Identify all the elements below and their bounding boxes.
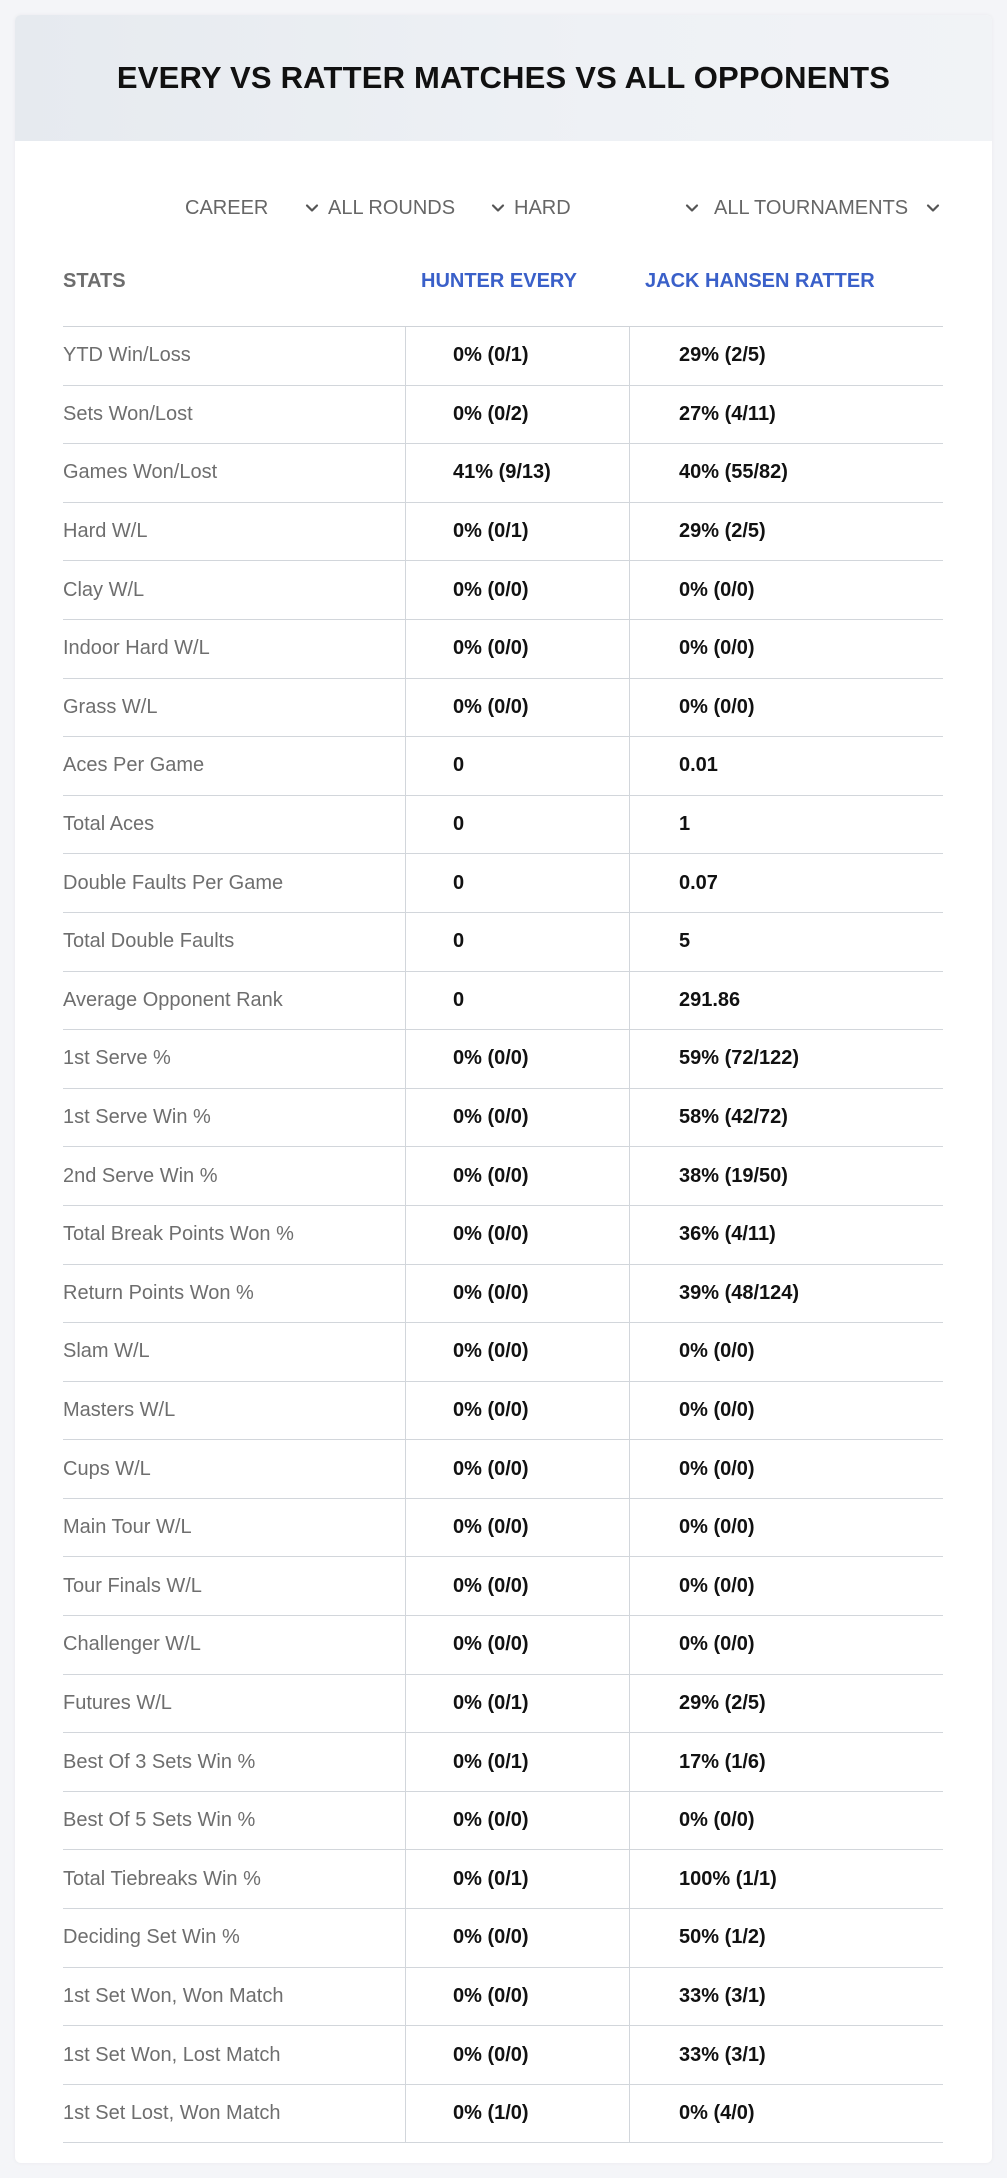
- stat-label: 2nd Serve Win %: [63, 1164, 218, 1187]
- stat-label: Best Of 5 Sets Win %: [63, 1809, 256, 1832]
- player2-value: 27% (4/11): [629, 386, 943, 444]
- filter-surface-value: HARD: [514, 196, 571, 219]
- player2-value: 36% (4/11): [629, 1206, 943, 1264]
- table-row: [63, 1850, 943, 1909]
- table-row: [63, 1089, 943, 1148]
- table-row: [63, 1265, 943, 1324]
- player2-value: 0% (0/0): [629, 1440, 943, 1498]
- filter-bar: [15, 188, 992, 228]
- filter-round-value: ALL ROUNDS: [328, 196, 456, 219]
- player2-value: 1: [629, 796, 943, 854]
- player2-value: 100% (1/1): [629, 1850, 943, 1908]
- table-row: [63, 854, 943, 913]
- filter-tournament-value: ALL TOURNAMENTS: [714, 196, 909, 219]
- player1-value: 0% (0/1): [405, 327, 629, 385]
- player2-value: 33% (3/1): [629, 1968, 943, 2026]
- chevron-down-icon: [490, 200, 506, 216]
- card-header: [15, 15, 992, 141]
- player1-value: 0% (0/0): [405, 620, 629, 678]
- player2-value: 0% (0/0): [629, 1792, 943, 1850]
- filter-surface-select[interactable]: [514, 188, 700, 228]
- player1-value: 0% (0/0): [405, 1557, 629, 1615]
- stat-label: Hard W/L: [63, 520, 148, 543]
- stat-label: Futures W/L: [63, 1691, 172, 1714]
- player2-value: 0% (0/0): [629, 1616, 943, 1674]
- player1-value: 0% (0/0): [405, 1499, 629, 1557]
- table-row: [63, 444, 943, 503]
- table-row: [63, 1792, 943, 1851]
- player2-value: 0% (0/0): [629, 1382, 943, 1440]
- table-row: [63, 913, 943, 972]
- table-row: [63, 561, 943, 620]
- table-header: [63, 251, 943, 327]
- stat-label: YTD Win/Loss: [63, 344, 191, 367]
- player2-value: 58% (42/72): [629, 1089, 943, 1147]
- player2-value: 291.86: [629, 972, 943, 1030]
- table-row: [63, 1030, 943, 1089]
- stats-table: [63, 251, 943, 2143]
- table-body: [63, 327, 943, 2143]
- player1-value: 0% (0/0): [405, 561, 629, 619]
- table-row: [63, 1909, 943, 1968]
- stat-label: Cups W/L: [63, 1457, 151, 1480]
- stat-label: Clay W/L: [63, 578, 145, 601]
- player1-value: 0% (0/2): [405, 386, 629, 444]
- stat-label: Slam W/L: [63, 1340, 150, 1363]
- player2-value: 29% (2/5): [629, 327, 943, 385]
- table-row: [63, 1382, 943, 1441]
- stat-label: Average Opponent Rank: [63, 988, 283, 1011]
- player1-value: 0: [405, 972, 629, 1030]
- player1-value: 0: [405, 854, 629, 912]
- stat-label: Total Tiebreaks Win %: [63, 1867, 261, 1890]
- stat-label: Indoor Hard W/L: [63, 637, 210, 660]
- stat-label: Grass W/L: [63, 695, 158, 718]
- filter-tournament-select[interactable]: [714, 188, 941, 228]
- stat-label: Deciding Set Win %: [63, 1926, 240, 1949]
- stat-label: Total Aces: [63, 813, 155, 836]
- column-header-player2[interactable]: JACK HANSEN RATTER: [645, 269, 875, 292]
- chevron-down-icon: [304, 200, 320, 216]
- player2-value: 0% (0/0): [629, 1499, 943, 1557]
- stat-label: 1st Serve Win %: [63, 1106, 211, 1129]
- filter-period-select[interactable]: [185, 188, 320, 228]
- player1-value: 0% (0/1): [405, 1733, 629, 1791]
- stat-label: Masters W/L: [63, 1398, 176, 1421]
- stat-label: Total Break Points Won %: [63, 1223, 294, 1246]
- stat-label: Challenger W/L: [63, 1633, 201, 1656]
- player1-value: 0% (0/0): [405, 1968, 629, 2026]
- table-row: [63, 1440, 943, 1499]
- filter-period-value: CAREER: [185, 196, 269, 219]
- player2-value: 0.01: [629, 737, 943, 795]
- player1-value: 0% (0/0): [405, 1440, 629, 1498]
- player2-value: 0% (0/0): [629, 561, 943, 619]
- player1-value: 0: [405, 737, 629, 795]
- player2-value: 29% (2/5): [629, 503, 943, 561]
- table-row: [63, 1499, 943, 1558]
- table-row: [63, 1557, 943, 1616]
- stat-label: Return Points Won %: [63, 1281, 254, 1304]
- player1-value: 41% (9/13): [405, 444, 629, 502]
- stats-card: [15, 15, 992, 2163]
- stat-label: Best Of 3 Sets Win %: [63, 1750, 256, 1773]
- stat-label: Aces Per Game: [63, 754, 205, 777]
- stat-label: 1st Serve %: [63, 1047, 171, 1070]
- player1-value: 0% (0/0): [405, 1792, 629, 1850]
- player1-value: 0% (0/0): [405, 1089, 629, 1147]
- player1-value: 0% (1/0): [405, 2085, 629, 2143]
- player1-value: 0% (0/1): [405, 503, 629, 561]
- player1-value: 0% (0/0): [405, 679, 629, 737]
- player2-value: 0% (0/0): [629, 620, 943, 678]
- stat-label: 1st Set Lost, Won Match: [63, 2102, 281, 2125]
- stat-label: 1st Set Won, Lost Match: [63, 2043, 281, 2066]
- player2-value: 40% (55/82): [629, 444, 943, 502]
- table-row: [63, 972, 943, 1031]
- page-title: EVERY VS RATTER MATCHES VS ALL OPPONENTS: [116, 60, 891, 95]
- player1-value: 0% (0/1): [405, 1850, 629, 1908]
- stat-label: Games Won/Lost: [63, 461, 218, 484]
- player1-value: 0% (0/0): [405, 1909, 629, 1967]
- player1-value: 0% (0/0): [405, 1323, 629, 1381]
- chevron-down-icon: [684, 200, 700, 216]
- player1-value: 0% (0/0): [405, 1265, 629, 1323]
- table-row: [63, 1675, 943, 1734]
- table-row: [63, 2085, 943, 2144]
- player2-value: 50% (1/2): [629, 1909, 943, 1967]
- table-row: [63, 1968, 943, 2027]
- table-row: [63, 503, 943, 562]
- table-row: [63, 1733, 943, 1792]
- player2-value: 17% (1/6): [629, 1733, 943, 1791]
- player2-value: 0% (0/0): [629, 1557, 943, 1615]
- player2-value: 0% (4/0): [629, 2085, 943, 2143]
- player1-value: 0: [405, 913, 629, 971]
- player2-value: 29% (2/5): [629, 1675, 943, 1733]
- player1-value: 0: [405, 796, 629, 854]
- table-row: [63, 1616, 943, 1675]
- table-row: [63, 796, 943, 855]
- table-row: [63, 2026, 943, 2085]
- stat-label: Tour Finals W/L: [63, 1574, 202, 1597]
- stat-label: Sets Won/Lost: [63, 402, 193, 425]
- player2-value: 5: [629, 913, 943, 971]
- stat-label: Double Faults Per Game: [63, 871, 284, 894]
- player1-value: 0% (0/0): [405, 2026, 629, 2084]
- stat-label: 1st Set Won, Won Match: [63, 1984, 284, 2007]
- table-row: [63, 620, 943, 679]
- player2-value: 59% (72/122): [629, 1030, 943, 1088]
- table-row: [63, 1206, 943, 1265]
- player1-value: 0% (0/0): [405, 1206, 629, 1264]
- table-row: [63, 679, 943, 738]
- player2-value: 39% (48/124): [629, 1265, 943, 1323]
- column-header-player1[interactable]: HUNTER EVERY: [421, 269, 577, 292]
- table-row: [63, 327, 943, 386]
- table-row: [63, 737, 943, 796]
- chevron-down-icon: [925, 200, 941, 216]
- player1-value: 0% (0/0): [405, 1147, 629, 1205]
- player2-value: 0% (0/0): [629, 679, 943, 737]
- player2-value: 0.07: [629, 854, 943, 912]
- stat-label: Total Double Faults: [63, 930, 235, 953]
- player1-value: 0% (0/0): [405, 1382, 629, 1440]
- filter-round-select[interactable]: [328, 188, 506, 228]
- player1-value: 0% (0/1): [405, 1675, 629, 1733]
- table-row: [63, 1147, 943, 1206]
- player2-value: 38% (19/50): [629, 1147, 943, 1205]
- stat-label: Main Tour W/L: [63, 1516, 192, 1539]
- table-row: [63, 386, 943, 445]
- player2-value: 33% (3/1): [629, 2026, 943, 2084]
- player1-value: 0% (0/0): [405, 1030, 629, 1088]
- player1-value: 0% (0/0): [405, 1616, 629, 1674]
- table-row: [63, 1323, 943, 1382]
- player2-value: 0% (0/0): [629, 1323, 943, 1381]
- column-header-stats: STATS: [63, 269, 126, 292]
